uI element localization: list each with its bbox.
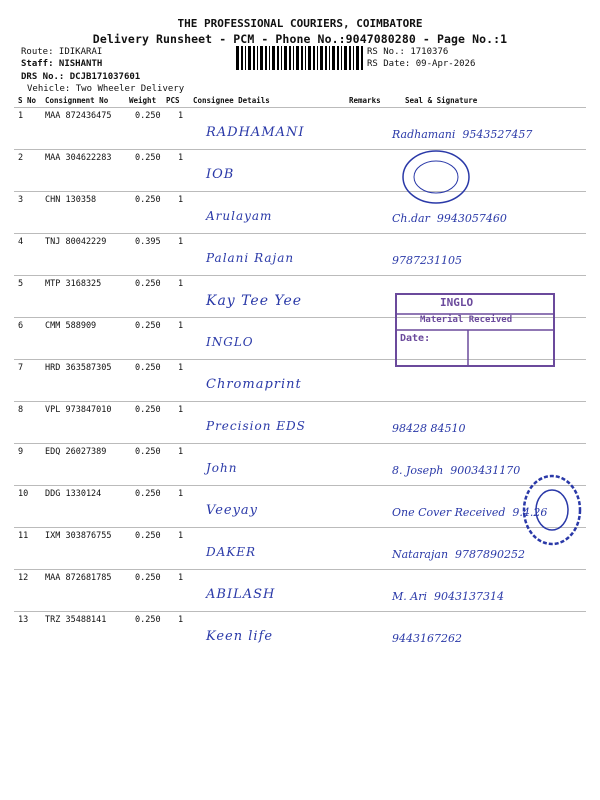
- row-signature: 9787231105: [392, 254, 462, 267]
- row-consignee-handwritten: John: [206, 461, 238, 475]
- inglo-stamp-date: Date:: [400, 333, 431, 344]
- row-weight: 0.250: [135, 195, 161, 205]
- row-consignment-no: CMM 588909: [45, 321, 97, 331]
- row-consignment-no: IXM 303876755: [45, 531, 112, 541]
- row-divider: [14, 527, 586, 528]
- col-consignee: Consignee Details: [193, 96, 270, 105]
- row-consignee-handwritten: INGLO: [206, 335, 254, 349]
- row-divider: [14, 611, 586, 612]
- inglo-received-stamp: [392, 290, 562, 370]
- row-weight: 0.250: [135, 279, 161, 289]
- row-signature: M. Ari 9043137314: [392, 590, 504, 603]
- row-divider: [14, 569, 586, 570]
- row-weight: 0.250: [135, 111, 161, 121]
- row-sno: 13: [18, 615, 29, 625]
- row-pcs: 1: [178, 237, 184, 247]
- row-pcs: 1: [178, 111, 184, 121]
- row-signature: Ch.dar 9943057460: [392, 212, 507, 225]
- row-consignment-no: TRZ 35488141: [45, 615, 107, 625]
- vehicle-label: Vehicle: Two Wheeler Delivery: [27, 84, 185, 94]
- col-sno: S No: [18, 96, 37, 105]
- row-consignment-no: DDG 1330124: [45, 489, 102, 499]
- col-remarks: Remarks: [349, 96, 381, 105]
- route-label: Route: IDIKARAI: [21, 47, 103, 57]
- row-pcs: 1: [178, 195, 184, 205]
- veeyay-round-stamp: [520, 470, 590, 550]
- row-consignment-no: MAA 304622283: [45, 153, 112, 163]
- row-weight: 0.250: [135, 615, 161, 625]
- row-consignment-no: HRD 363587305: [45, 363, 112, 373]
- row-sno: 6: [18, 321, 24, 331]
- row-pcs: 1: [178, 405, 184, 415]
- row-pcs: 1: [178, 489, 184, 499]
- row-sno: 11: [18, 531, 29, 541]
- row-consignee-handwritten: Kay Tee Yee: [206, 293, 303, 309]
- row-divider: [14, 401, 586, 402]
- row-pcs: 1: [178, 321, 184, 331]
- row-sno: 8: [18, 405, 24, 415]
- row-signature: 8. Joseph 9003431170: [392, 464, 521, 477]
- row-pcs: 1: [178, 447, 184, 457]
- inglo-stamp-title: INGLO: [440, 296, 474, 309]
- row-sno: 12: [18, 573, 29, 583]
- row-divider: [14, 485, 586, 486]
- row-pcs: 1: [178, 279, 184, 289]
- row-consignment-no: CHN 130358: [45, 195, 97, 205]
- row-sno: 10: [18, 489, 29, 499]
- row-consignee-handwritten: Arulayam: [206, 209, 273, 223]
- row-pcs: 1: [178, 153, 184, 163]
- row-consignment-no: VPL 973847010: [45, 405, 112, 415]
- row-pcs: 1: [178, 363, 184, 373]
- row-consignment-no: TNJ 80042229: [45, 237, 107, 247]
- row-consignee-handwritten: DAKER: [206, 545, 257, 559]
- row-consignment-no: MTP 3168325: [45, 279, 102, 289]
- inglo-stamp-received: Material Received: [420, 315, 513, 325]
- row-sno: 1: [18, 111, 24, 121]
- row-pcs: 1: [178, 573, 184, 583]
- row-divider: [14, 443, 586, 444]
- row-consignee-handwritten: RADHAMANI: [206, 125, 305, 140]
- row-weight: 0.250: [135, 363, 161, 373]
- row-consignee-handwritten: Veeyay: [206, 503, 259, 518]
- row-weight: 0.250: [135, 153, 161, 163]
- staff-label: Staff: NISHANTH: [21, 59, 103, 69]
- drs-number: DRS No.: DCJB171037601: [21, 72, 141, 82]
- row-consignee-handwritten: Chromaprint: [206, 377, 302, 392]
- row-sno: 2: [18, 153, 24, 163]
- row-divider: [14, 275, 586, 276]
- row-signature: 9443167262: [392, 632, 462, 645]
- row-weight: 0.250: [135, 489, 161, 499]
- row-signature: Natarajan 9787890252: [392, 548, 526, 561]
- row-signature: One Cover Received 9.4.26: [392, 506, 548, 519]
- row-weight: 0.250: [135, 573, 161, 583]
- rs-date: RS Date: 09-Apr-2026: [367, 59, 476, 69]
- row-consignee-handwritten: IOB: [206, 167, 235, 182]
- col-weight: Weight: [129, 96, 157, 105]
- row-pcs: 1: [178, 531, 184, 541]
- row-divider: [14, 233, 586, 234]
- row-consignee-handwritten: ABILASH: [206, 587, 276, 602]
- row-sno: 5: [18, 279, 24, 289]
- row-sno: 3: [18, 195, 24, 205]
- row-sno: 9: [18, 447, 24, 457]
- row-signature: 98428 84510: [392, 422, 466, 435]
- row-consignee-handwritten: Palani Rajan: [206, 251, 295, 265]
- row-divider: [14, 149, 586, 150]
- row-weight: 0.250: [135, 321, 161, 331]
- row-divider: [14, 107, 586, 108]
- row-weight: 0.250: [135, 447, 161, 457]
- company-title: THE PROFESSIONAL COURIERS, COIMBATORE: [177, 17, 423, 30]
- row-signature: Radhamani 9543527457: [392, 128, 533, 141]
- row-consignment-no: MAA 872436475: [45, 111, 112, 121]
- col-seal: Seal & Signature: [405, 96, 478, 105]
- row-consignment-no: MAA 872681785: [45, 573, 112, 583]
- row-consignment-no: EDQ 26027389: [45, 447, 107, 457]
- row-weight: 0.250: [135, 531, 161, 541]
- row-sno: 7: [18, 363, 24, 373]
- rs-number: RS No.: 1710376: [367, 47, 449, 57]
- row-divider: [14, 191, 586, 192]
- row-sno: 4: [18, 237, 24, 247]
- row-weight: 0.395: [135, 237, 161, 247]
- row-weight: 0.250: [135, 405, 161, 415]
- runsheet-subtitle: Delivery Runsheet - PCM - Phone No.:9047080280 - Page No.:1: [92, 32, 508, 46]
- col-consignment: Consignment No: [45, 96, 109, 105]
- row-pcs: 1: [178, 615, 184, 625]
- row-consignee-handwritten: Keen life: [206, 629, 274, 644]
- round-seal-stamp: [398, 145, 478, 205]
- col-pcs: PCS: [166, 96, 180, 105]
- barcode: [236, 46, 364, 70]
- row-consignee-handwritten: Precision EDS: [206, 419, 306, 433]
